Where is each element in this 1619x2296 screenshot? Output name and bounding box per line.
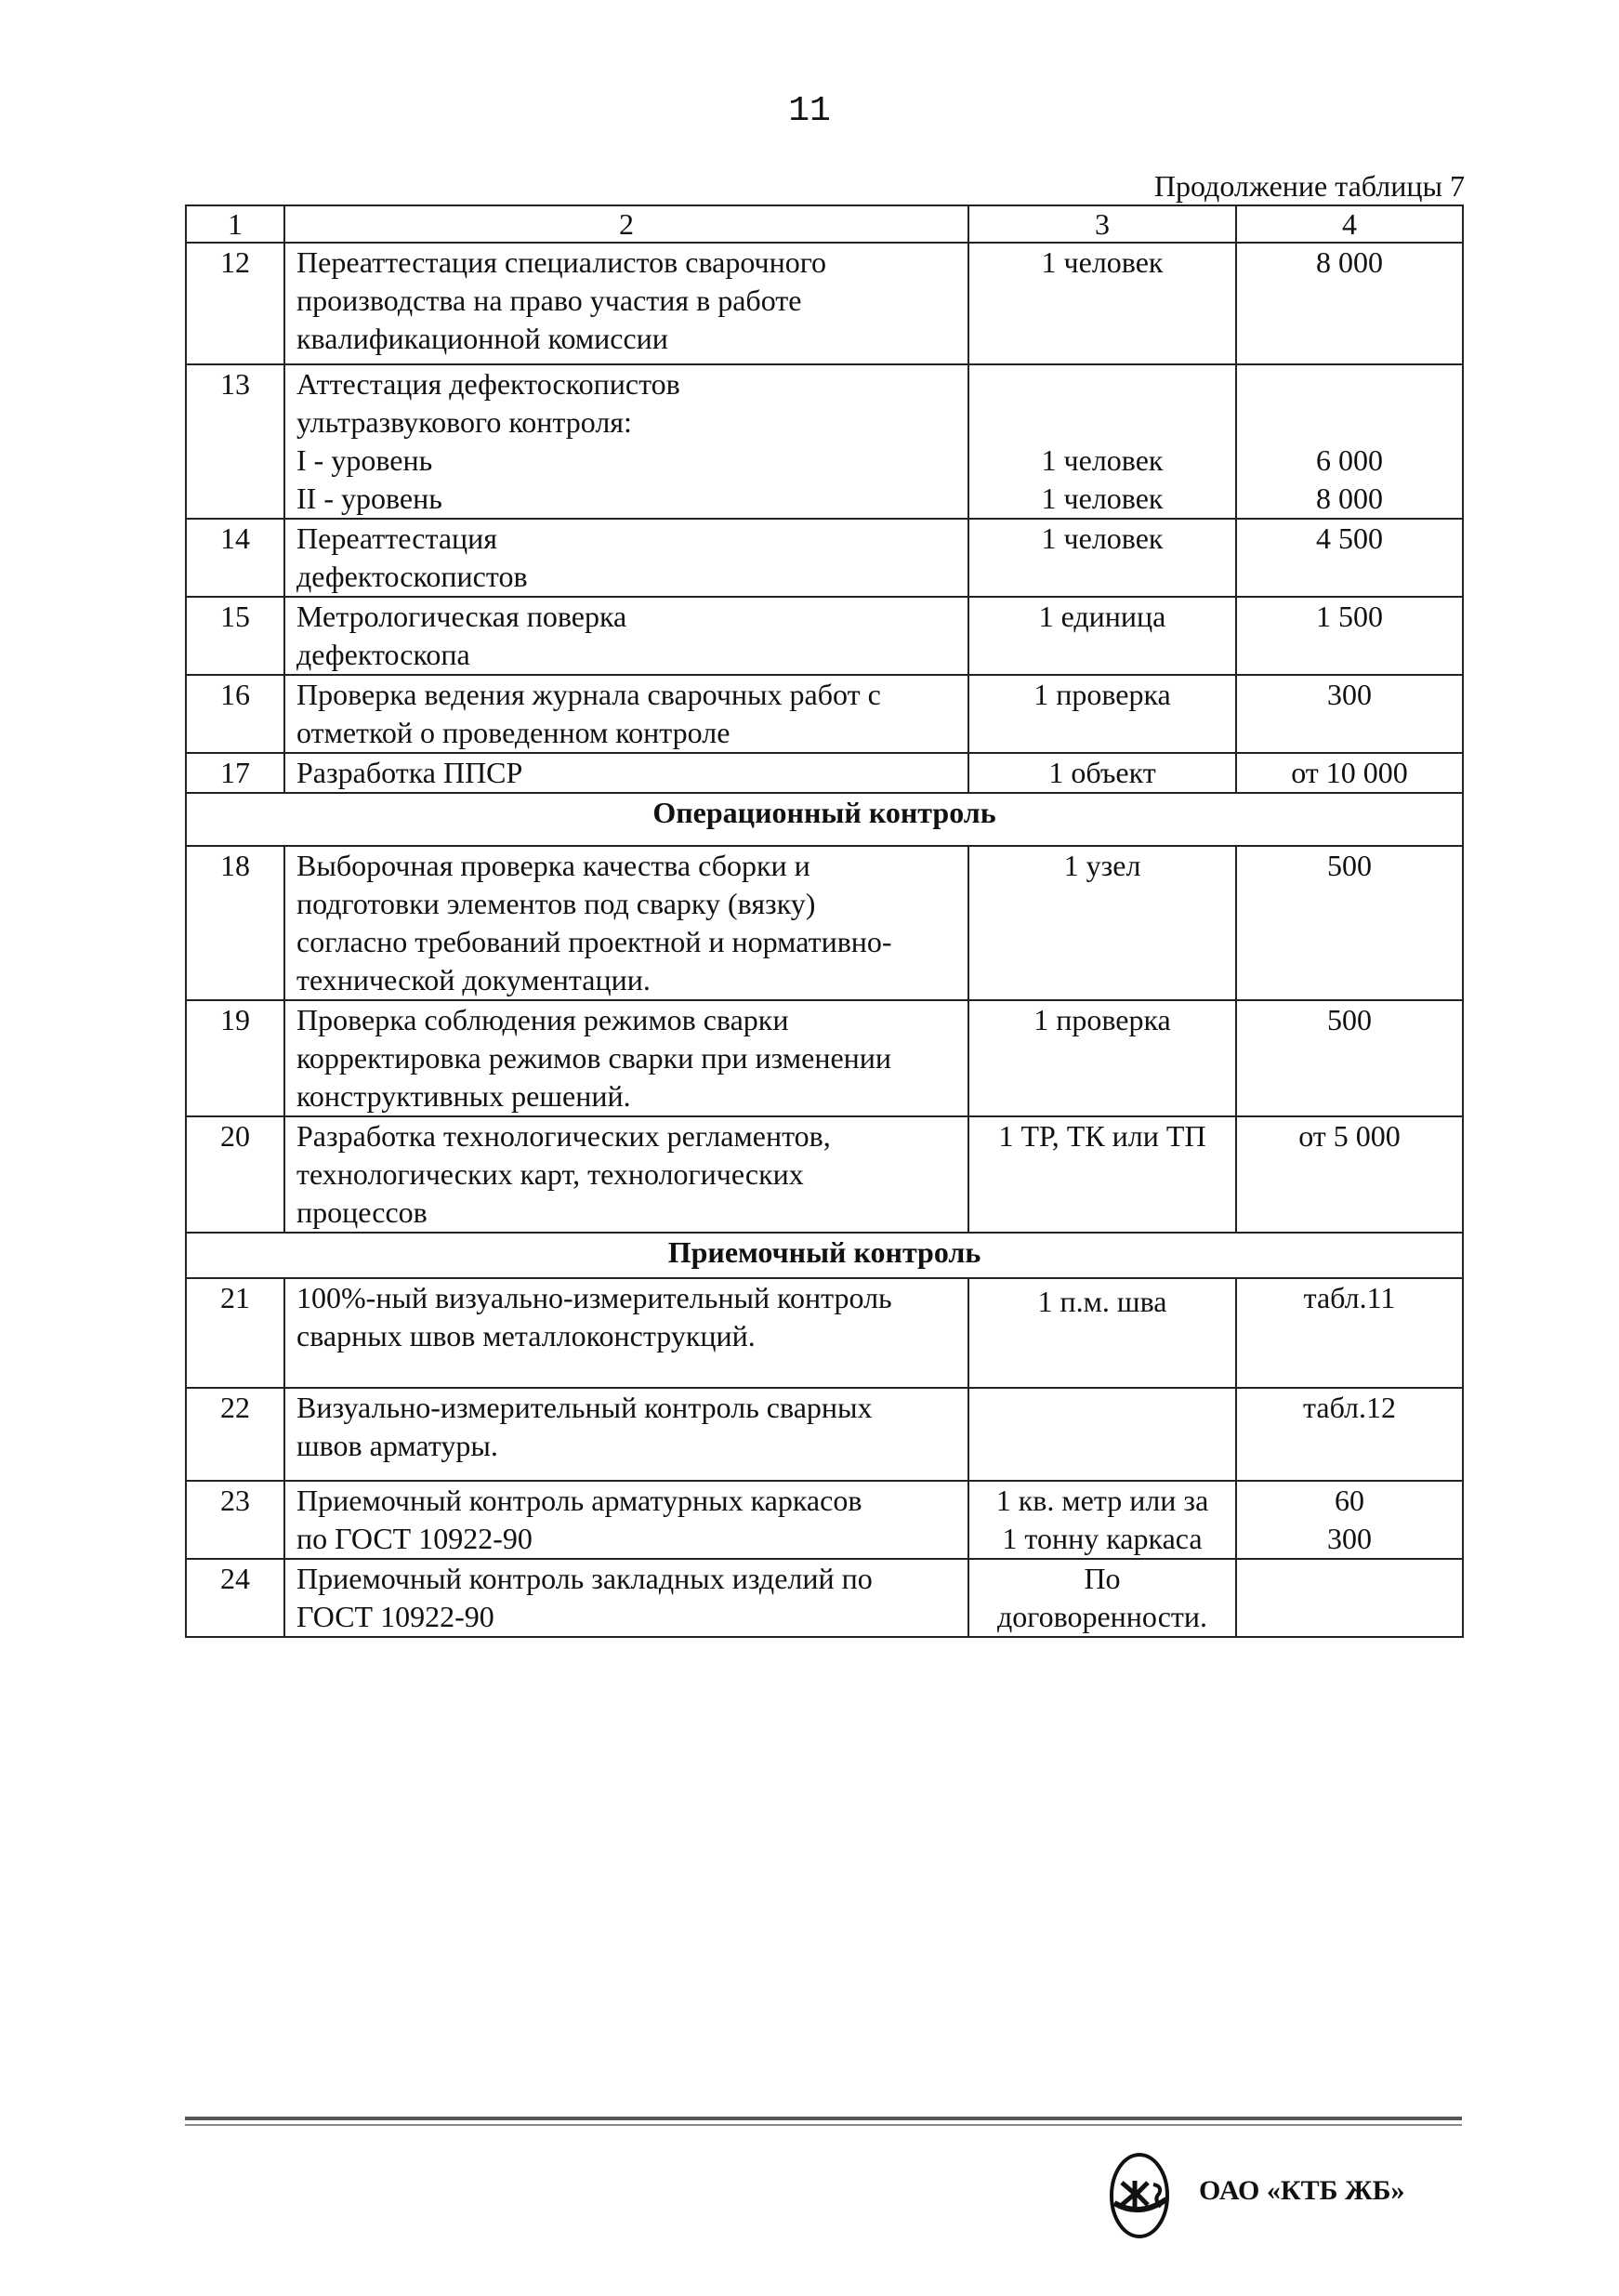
row-description-line: сварных швов металлоконструкций. <box>296 1319 756 1353</box>
row-description-line: I - уровень <box>296 443 433 477</box>
row-unit-line: 1 тонну каркаса <box>1002 1522 1203 1555</box>
row-number: 21 <box>186 1278 284 1388</box>
row-description-line: Выборочная проверка качества сборки и <box>296 849 810 882</box>
row-price-line: 4 500 <box>1316 521 1383 555</box>
row-unit <box>968 243 1236 364</box>
row-price-line: 8 000 <box>1316 482 1383 515</box>
row-description <box>284 1116 968 1233</box>
row-description-line: по ГОСТ 10922-90 <box>296 1522 533 1555</box>
row-description-line: II - уровень <box>296 482 442 515</box>
row-description-line: Проверка соблюдения режимов сварки <box>296 1003 789 1036</box>
table-row <box>186 1278 1463 1388</box>
row-unit-line: 1 п.м. шва <box>1037 1285 1167 1318</box>
row-description-line: Переаттестация специалистов сварочного <box>296 245 827 279</box>
row-unit-line: 1 человек <box>1041 521 1164 555</box>
row-description-line: дефектоскопистов <box>296 560 528 593</box>
row-description <box>284 1559 968 1637</box>
row-description-line: дефектоскопа <box>296 638 470 671</box>
row-unit <box>968 597 1236 675</box>
table-row <box>186 1116 1463 1233</box>
row-description-line: швов арматуры. <box>296 1429 498 1462</box>
organization-name: ОАО «КТБ ЖБ» <box>1199 2175 1405 2206</box>
row-unit <box>968 1559 1236 1637</box>
row-description-line: процессов <box>296 1195 428 1229</box>
row-unit <box>968 364 1236 519</box>
row-unit-line: 1 единица <box>1038 600 1166 633</box>
row-description <box>284 1000 968 1116</box>
row-unit <box>968 1278 1236 1388</box>
row-description <box>284 364 968 519</box>
row-number: 17 <box>186 753 284 793</box>
row-description-line: Метрологическая поверка <box>296 600 627 633</box>
row-price <box>1236 597 1463 675</box>
row-price <box>1236 1116 1463 1233</box>
row-description-line: Визуально-измерительный контроль сварных <box>296 1391 873 1424</box>
row-number: 13 <box>186 364 284 519</box>
row-price <box>1236 846 1463 1000</box>
row-unit <box>968 1481 1236 1559</box>
row-unit-line: 1 человек <box>1041 245 1164 279</box>
table-row <box>186 846 1463 1000</box>
row-price-line: 300 <box>1327 678 1372 711</box>
row-price-line: 500 <box>1327 849 1372 882</box>
row-description-line: Разработка ППСР <box>296 756 523 789</box>
row-description <box>284 519 968 597</box>
row-description <box>284 1388 968 1481</box>
row-number: 18 <box>186 846 284 1000</box>
row-unit-line: договоренности. <box>996 1600 1208 1633</box>
row-unit <box>968 1116 1236 1233</box>
row-description-line: Проверка ведения журнала сварочных работ с <box>296 678 881 711</box>
row-description-line: подготовки элементов под сварку (вязку) <box>296 887 816 920</box>
row-price-line: от 5 000 <box>1298 1119 1401 1153</box>
row-price-line: 6 000 <box>1316 443 1383 477</box>
row-number: 24 <box>186 1559 284 1637</box>
table-row <box>186 675 1463 753</box>
row-description-line: согласно требований проектной и нормативно- <box>296 925 892 958</box>
row-price <box>1236 1559 1463 1637</box>
row-description-line: технической документации. <box>296 963 651 996</box>
row-description-line: Переаттестация <box>296 521 497 555</box>
row-description-line: технологических карт, технологических <box>296 1157 804 1191</box>
table-row <box>186 1481 1463 1559</box>
header-cell: 1 <box>186 205 284 243</box>
table-header-row <box>186 205 1463 243</box>
row-description-line: Аттестация дефектоскопистов <box>296 367 680 401</box>
row-unit <box>968 519 1236 597</box>
row-description-line: Приемочный контроль закладных изделий по <box>296 1562 873 1595</box>
row-description <box>284 675 968 753</box>
row-number: 15 <box>186 597 284 675</box>
footer-rule-thin <box>185 2124 1462 2126</box>
row-price <box>1236 1481 1463 1559</box>
row-number: 14 <box>186 519 284 597</box>
row-description-line: конструктивных решений. <box>296 1079 631 1113</box>
row-price-line: 500 <box>1327 1003 1372 1036</box>
row-unit <box>968 846 1236 1000</box>
footer-rule <box>185 2117 1462 2120</box>
row-unit-line: 1 человек <box>1041 482 1164 515</box>
price-table <box>185 205 1464 1638</box>
section-title: Операционный контроль <box>186 793 1463 846</box>
header-cell: 4 <box>1236 205 1463 243</box>
row-price-line: 1 500 <box>1316 600 1383 633</box>
row-description <box>284 243 968 364</box>
row-price-line: табл.11 <box>1303 1281 1396 1314</box>
row-number: 23 <box>186 1481 284 1559</box>
table-row <box>186 1000 1463 1116</box>
row-unit-line: 1 кв. метр или за <box>995 1484 1209 1517</box>
row-description-line: квалификационной комиссии <box>296 322 668 355</box>
row-number: 20 <box>186 1116 284 1233</box>
row-description-line: корректировка режимов сварки при изменении <box>296 1041 892 1075</box>
row-description-line: Разработка технологических регламентов, <box>296 1119 831 1153</box>
row-price <box>1236 753 1463 793</box>
row-price-line: 300 <box>1327 1522 1372 1555</box>
row-description <box>284 846 968 1000</box>
table-row <box>186 519 1463 597</box>
row-unit-line: 1 узел <box>1063 849 1141 882</box>
row-description-line: отметкой о проведенном контроле <box>296 716 731 749</box>
row-number: 12 <box>186 243 284 364</box>
row-price <box>1236 1278 1463 1388</box>
row-unit-line: 1 человек <box>1041 443 1164 477</box>
table-row <box>186 597 1463 675</box>
table-row <box>186 753 1463 793</box>
table-continuation-caption: Продолжение таблицы 7 <box>1153 169 1465 203</box>
header-cell: 3 <box>968 205 1236 243</box>
row-unit-line: 1 ТР, ТК или ТП <box>998 1119 1206 1153</box>
row-description-line: ультразвукового контроля: <box>296 405 632 439</box>
table-row <box>186 243 1463 364</box>
row-number: 16 <box>186 675 284 753</box>
row-unit-line: 1 объект <box>1048 756 1156 789</box>
header-cell: 2 <box>284 205 968 243</box>
row-unit-line: 1 проверка <box>1033 678 1171 711</box>
row-price-line: 8 000 <box>1316 245 1383 279</box>
row-description-line: 100%-ный визуально-измерительный контроль <box>296 1281 892 1314</box>
table-row <box>186 1388 1463 1481</box>
row-number: 22 <box>186 1388 284 1481</box>
row-price <box>1236 1000 1463 1116</box>
table-row <box>186 364 1463 519</box>
row-unit <box>968 1388 1236 1481</box>
row-description <box>284 1481 968 1559</box>
page-number: 11 <box>788 91 831 131</box>
ktb-zhb-logo-icon <box>1101 2138 1178 2250</box>
row-description-line: Приемочный контроль арматурных каркасов <box>296 1484 862 1517</box>
section-row <box>186 1233 1463 1278</box>
row-number: 19 <box>186 1000 284 1116</box>
row-description <box>284 597 968 675</box>
section-title: Приемочный контроль <box>186 1233 1463 1278</box>
row-unit-line: 1 проверка <box>1033 1003 1171 1036</box>
row-unit <box>968 1000 1236 1116</box>
row-price <box>1236 243 1463 364</box>
row-price <box>1236 519 1463 597</box>
row-description <box>284 753 968 793</box>
row-description-line: ГОСТ 10922-90 <box>296 1600 494 1633</box>
row-price-line: табл.12 <box>1302 1391 1397 1424</box>
row-description <box>284 1278 968 1388</box>
row-unit <box>968 675 1236 753</box>
row-price-line: от 10 000 <box>1291 756 1408 789</box>
row-price <box>1236 364 1463 519</box>
row-unit-line: По <box>1084 1562 1121 1595</box>
row-description-line: производства на право участия в работе <box>296 284 802 317</box>
section-row <box>186 793 1463 846</box>
row-price <box>1236 1388 1463 1481</box>
row-price-line: 60 <box>1335 1484 1364 1517</box>
row-unit <box>968 753 1236 793</box>
table-row <box>186 1559 1463 1637</box>
row-price <box>1236 675 1463 753</box>
